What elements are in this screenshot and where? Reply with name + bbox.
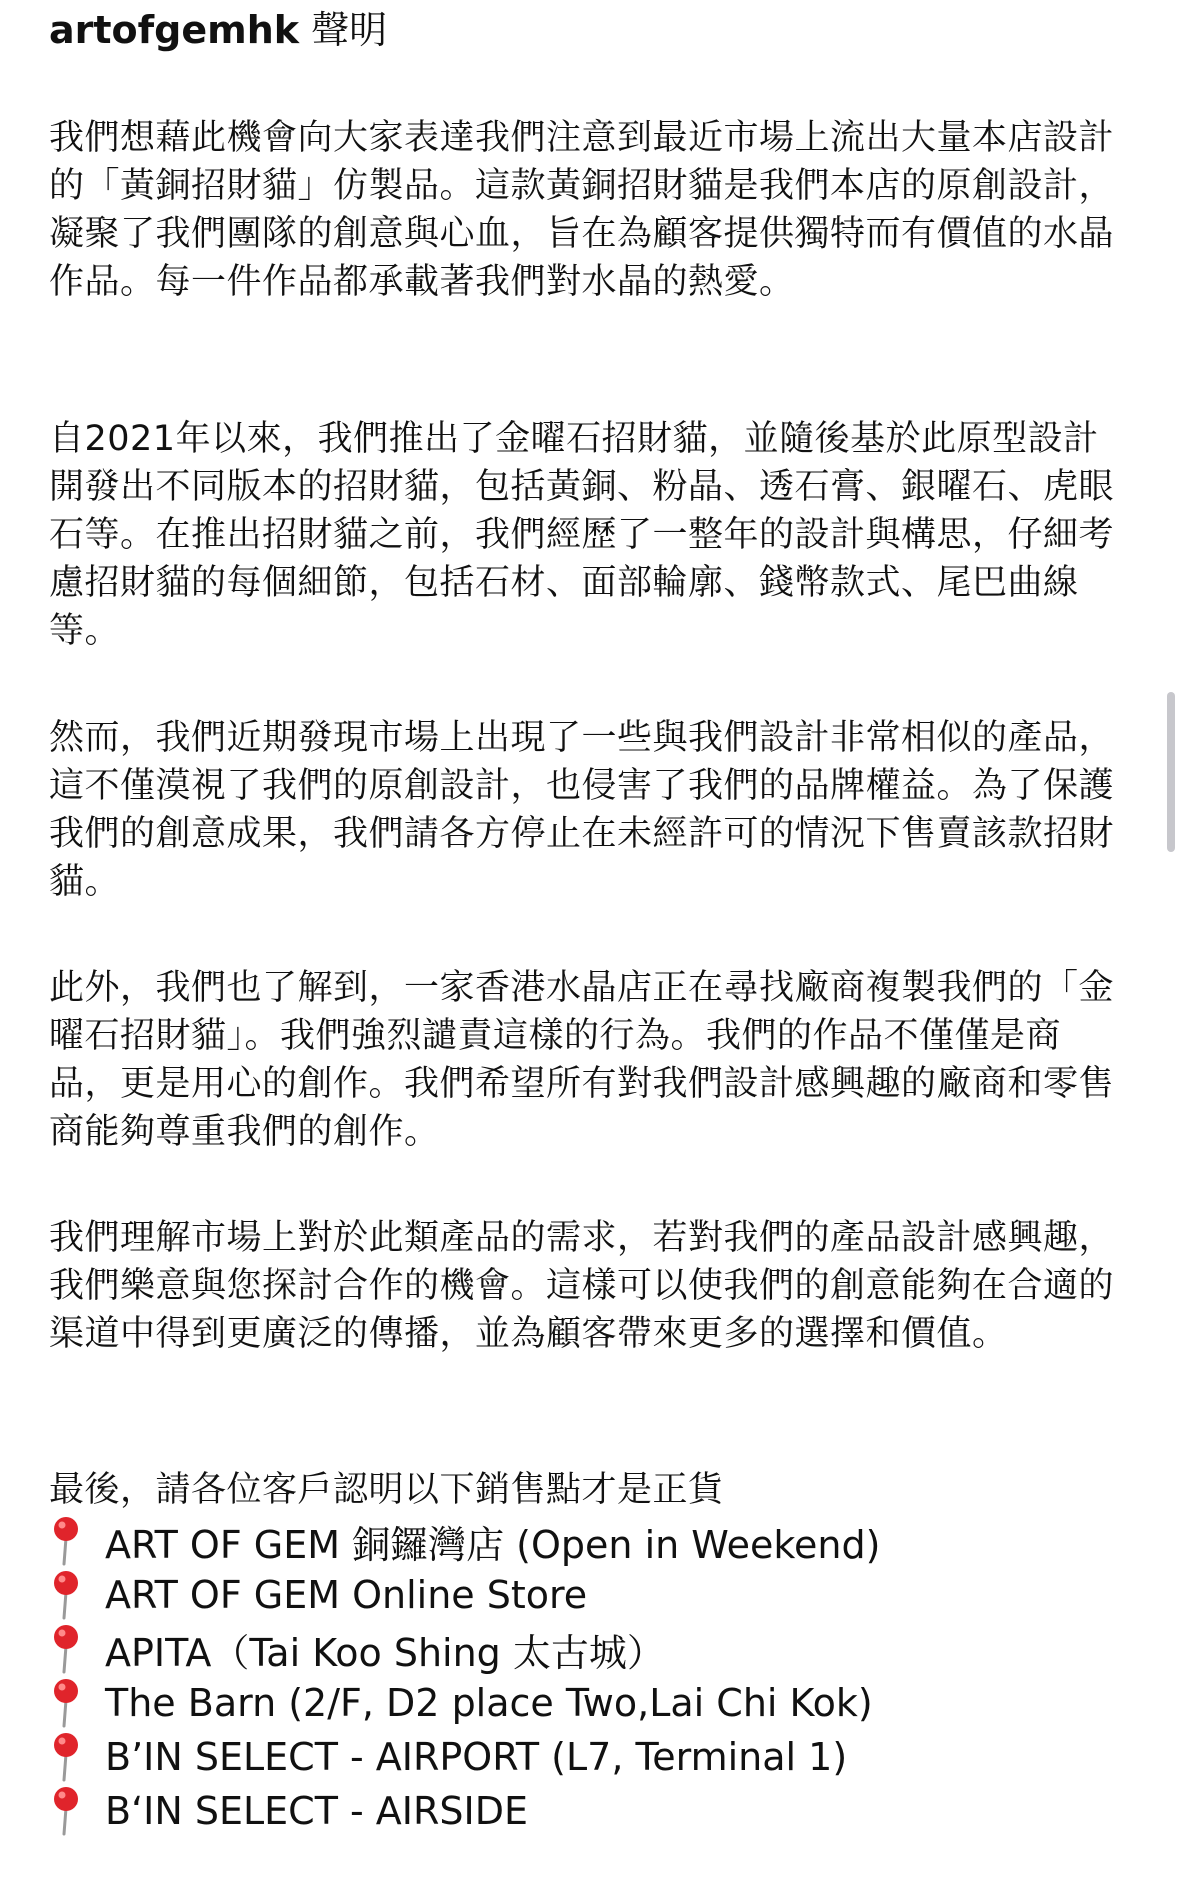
round-pushpin-icon — [49, 1516, 83, 1566]
round-pushpin-icon — [49, 1570, 83, 1620]
store-item — [49, 1622, 1129, 1676]
statement-paragraph-6: 最後，請各位客戶認明以下銷售點才是正貨 — [49, 1470, 724, 1510]
store-item — [49, 1730, 1129, 1784]
store-name: ART OF GEM Online Store — [105, 1573, 588, 1617]
post-title: 聲明 — [311, 8, 388, 52]
store-item — [49, 1784, 1129, 1838]
statement-paragraph-2: 自2021年以來，我們推出了金曜石招財貓，並隨後基於此原型設計開發出不同版本的招財貓，包括黃銅、粉晶、透石膏、銀曜石、虎眼石等。在推出招財貓之前，我們經歷了一整年的設計與構思，仔細考慮招財貓的每個細節，包括石材、面部輪廓、錢幣款式、尾巴曲線等。 — [49, 419, 1115, 651]
statement-paragraph-1: 我們想藉此機會向大家表達我們注意到最近市場上流出大量本店設計的「黃銅招財貓」仿製品。這款黃銅招財貓是我們本店的原創設計，凝聚了我們團隊的創意與心血，旨在為顧客提供獨特而有價值的水晶作品。每一件作品都承載著我們對水晶的熱愛。 — [49, 118, 1115, 302]
round-pushpin-icon — [49, 1678, 83, 1728]
post-header — [49, 0, 1129, 60]
statement-paragraph-4: 此外，我們也了解到，一家香港水晶店正在尋找廠商複製我們的「金曜石招財貓」。我們強烈譴責這樣的行為。我們的作品不僅僅是商品，更是用心的創作。我們希望所有對我們設計感興趣的廠商和零售商能夠尊重我們的創作。 — [49, 968, 1115, 1152]
store-name: The Barn (2/F, D2 place Two,Lai Chi Kok) — [105, 1681, 873, 1725]
store-name: B‘IN SELECT - AIRSIDE — [105, 1789, 528, 1833]
statement-paragraph-5: 我們理解市場上對於此類產品的需求，若對我們的產品設計感興趣，我們樂意與您探討合作的機會。這樣可以使我們的創意能夠在合適的渠道中得到更廣泛的傳播，並為顧客帶來更多的選擇和價值。 — [49, 1218, 1115, 1354]
round-pushpin-icon — [49, 1624, 83, 1674]
round-pushpin-icon — [49, 1732, 83, 1782]
store-item — [49, 1514, 1129, 1568]
vertical-scrollbar[interactable] — [1167, 692, 1175, 852]
store-item — [49, 1676, 1129, 1730]
store-name: B’IN SELECT - AIRPORT (L7, Terminal 1) — [105, 1735, 848, 1779]
store-name: APITA（Tai Koo Shing 太古城） — [105, 1630, 665, 1675]
store-item — [49, 1568, 1129, 1622]
store-list — [49, 1514, 1129, 1838]
username-link[interactable]: artofgemhk — [49, 8, 300, 52]
round-pushpin-icon — [49, 1786, 83, 1836]
store-name: ART OF GEM 銅鑼灣店 (Open in Weekend) — [105, 1522, 881, 1567]
statement-paragraph-3: 然而，我們近期發現市場上出現了一些與我們設計非常相似的產品，這不僅漠視了我們的原創設計，也侵害了我們的品牌權益。為了保護我們的創意成果，我們請各方停止在未經許可的情況下售賣該款招財貓。 — [49, 718, 1115, 902]
post-container — [49, 0, 1129, 1833]
